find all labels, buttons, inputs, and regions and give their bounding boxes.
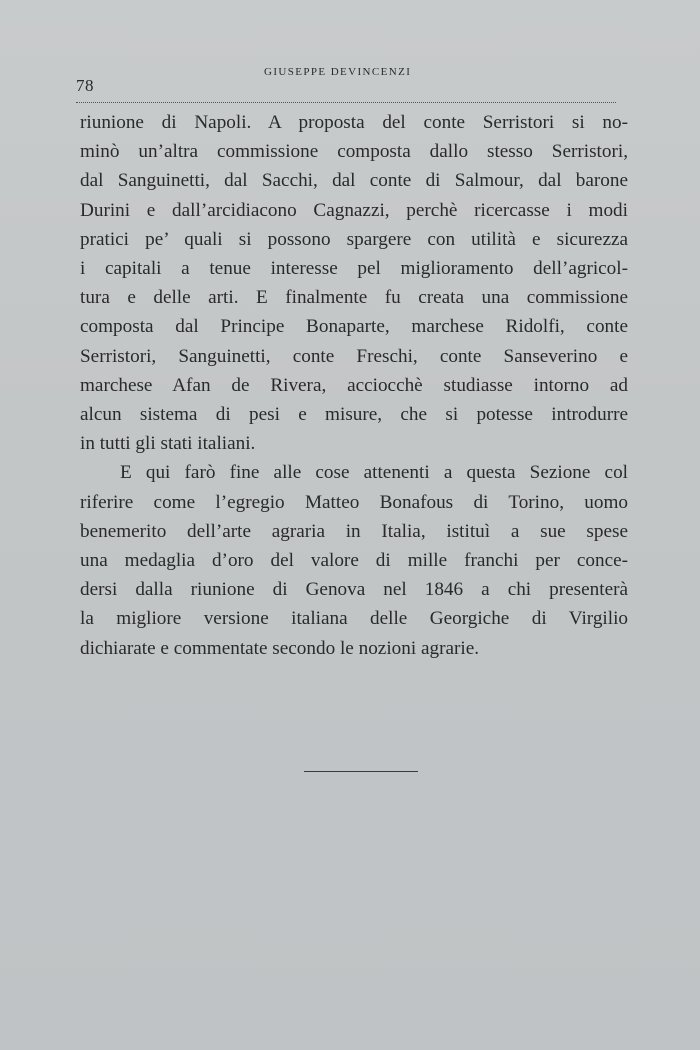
text-line: Durini e dall’arcidiacono Cagnazzi, perchè ricercasse i modi xyxy=(80,199,628,221)
text-line: tura e delle arti. E finalmente fu creata una commissione xyxy=(80,287,628,309)
text-line: minò un’altra commissione composta dallo stesso Serristori, xyxy=(80,141,628,163)
text-line: marchese Afan de Rivera, acciocchè studiasse intorno ad xyxy=(80,374,628,396)
text-line: riferire come l’egregio Matteo Bonafous di Torino, uomo xyxy=(80,491,628,513)
text-line: dal Sanguinetti, dal Sacchi, dal conte di Salmour, dal barone xyxy=(80,170,628,192)
text-line: la migliore versione italiana delle Georgiche di Virgilio xyxy=(80,608,628,630)
text-line: una medaglia d’oro del valore di mille franchi per conce- xyxy=(80,550,628,572)
text-line: alcun sistema di pesi e misure, che si potesse introdurre xyxy=(80,404,628,426)
section-divider xyxy=(304,771,418,772)
text-line: dichiarate e commentate secondo le nozioni agrarie. xyxy=(80,637,480,659)
paragraph xyxy=(80,458,628,662)
text-line: pratici pe’ quali si possono spargere con utilità e sicurezza xyxy=(80,228,628,250)
text-line: composta dal Principe Bonaparte, marchese Ridolfi, conte xyxy=(80,316,628,338)
text-line: benemerito dell’arte agraria in Italia, istituì a sue spese xyxy=(80,520,628,542)
paragraph xyxy=(80,108,628,458)
text-line: dersi dalla riunione di Genova nel 1846 a chi presenterà xyxy=(80,579,628,601)
text-line: Serristori, Sanguinetti, conte Freschi, conte Sanseverino e xyxy=(80,345,628,367)
page-number: 78 xyxy=(76,76,94,95)
page-header xyxy=(76,62,616,103)
text-line: in tutti gli stati italiani. xyxy=(80,433,256,455)
running-head: GIUSEPPE DEVINCENZI xyxy=(264,66,412,78)
text-line: riunione di Napoli. A proposta del conte Serristori si no- xyxy=(80,112,628,133)
text-line: E qui farò fine alle cose attenenti a questa Sezione col xyxy=(120,462,628,484)
body-text xyxy=(80,108,628,663)
text-line: i capitali a tenue interesse pel miglioramento dell’agricol- xyxy=(80,258,628,280)
